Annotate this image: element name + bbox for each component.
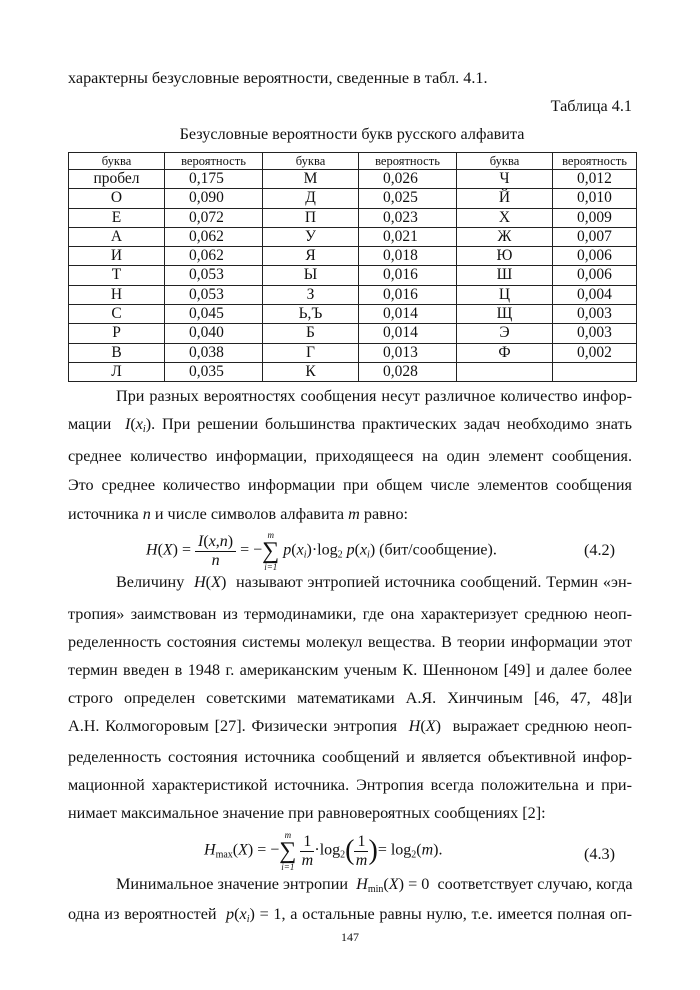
table-cell-letter: П <box>263 208 359 227</box>
p1-line1: При разных вероятностях сообщения несут различное количество инфор- <box>116 387 632 405</box>
p1-line5: источника n и числе символов алфавита m равно: <box>68 505 409 523</box>
header-letter: буква <box>457 153 553 170</box>
table-number: Таблица 4.1 <box>550 97 632 115</box>
table-cell-probability: 0,018 <box>359 247 457 266</box>
table-cell-probability: 0,002 <box>553 343 637 362</box>
table-cell-probability: 0,006 <box>553 266 637 285</box>
table-row <box>69 170 637 189</box>
table-cell-letter: В <box>69 343 165 362</box>
table-cell-letter: Т <box>69 266 165 285</box>
equation-4-2-units: (бит/сообщение). <box>379 541 497 559</box>
table-cell-probability: 0,045 <box>165 305 263 324</box>
table-cell-letter: У <box>263 227 359 246</box>
table-cell-letter: Е <box>69 208 165 227</box>
letter-probability-table <box>68 152 637 382</box>
table-cell-letter: Й <box>457 189 553 208</box>
p2-line8: мационной характеристикой источника. Энтропия всегда положительна и при- <box>68 776 632 794</box>
table-cell-letter: Ц <box>457 285 553 304</box>
p3-line2: одна из вероятностей $p(x_i) = 1$, а остальные равны нулю, т.е. имеется полная оп- <box>68 905 632 925</box>
table-cell-letter: Ю <box>457 247 553 266</box>
table-cell-probability: 0,053 <box>165 285 263 304</box>
header-letter: буква <box>69 153 165 170</box>
table-cell-probability: 0,003 <box>553 305 637 324</box>
p1-line4: Это среднее количество информации при общем числе элементов сообщения <box>68 476 632 494</box>
table-cell-probability: 0,040 <box>165 324 263 343</box>
equation-4-3-number: (4.3) <box>584 845 616 863</box>
table-cell-letter: С <box>69 305 165 324</box>
table-cell-probability: 0,016 <box>359 266 457 285</box>
equation-4-2: H(X) = $\frac{I(x,n)}{n}$ = − m ∑ i=1 $p(x_i)\cdot\log_2$ $p(x_i)$ (бит/сообщение). <box>146 530 497 572</box>
p2-line3: ределенность состояния системы молекул вещества. В теории информации этот <box>68 633 632 651</box>
table-cell-letter: Л <box>69 362 165 381</box>
table-cell-probability: 0,175 <box>165 170 263 189</box>
table-row <box>69 285 637 304</box>
table-cell-probability: 0,025 <box>359 189 457 208</box>
p2-line4: термин введен в 1948 г. американским ученым К. Шенноном [49] и далее более <box>68 661 632 679</box>
table-row <box>69 343 637 362</box>
table-cell-letter: К <box>263 362 359 381</box>
p3-line1: Минимальное значение энтропии $H_{min}(X) = 0$ соответствует случаю, когда <box>116 875 633 895</box>
table-cell-letter: Ж <box>457 227 553 246</box>
table-cell-probability: 0,014 <box>359 324 457 343</box>
table-row <box>69 305 637 324</box>
table-row <box>69 208 637 227</box>
table-cell-letter: Я <box>263 247 359 266</box>
table-cell-probability: 0,026 <box>359 170 457 189</box>
table-row <box>69 362 637 381</box>
table-cell-letter: пробел <box>69 170 165 189</box>
table-cell-letter: М <box>263 170 359 189</box>
equation-4-3: $H_{max}(X)$ = − m ∑ i=1 $\frac{1}{m}$ $\cdot\log_2$( $\frac{1}{m}$ )= $\log_2(m)$. <box>204 830 443 872</box>
table-cell-letter <box>457 362 553 381</box>
table-row <box>69 266 637 285</box>
table-cell-letter: И <box>69 247 165 266</box>
table-cell-letter: Б <box>263 324 359 343</box>
table-cell-probability: 0,016 <box>359 285 457 304</box>
table-cell-letter: Ч <box>457 170 553 189</box>
equation-4-2-number: (4.2) <box>584 541 616 559</box>
table-cell-letter: Ь,Ъ <box>263 305 359 324</box>
table-cell-letter: Ы <box>263 266 359 285</box>
p2-line1: Величину H(X) называют энтропией источника сообщений. Термин «эн- <box>116 573 633 591</box>
table-cell-probability: 0,007 <box>553 227 637 246</box>
table-cell-probability: 0,009 <box>553 208 637 227</box>
table-cell-probability: 0,021 <box>359 227 457 246</box>
table-cell-probability: 0,004 <box>553 285 637 304</box>
table-cell-letter: Ф <box>457 343 553 362</box>
table-cell-letter: Х <box>457 208 553 227</box>
table-cell-letter: А <box>69 227 165 246</box>
table-header-row <box>69 153 637 170</box>
table-cell-probability: 0,013 <box>359 343 457 362</box>
table-cell-letter: Р <box>69 324 165 343</box>
i-of-xi-formula: I <box>124 415 131 433</box>
header-probability: вероятность <box>553 153 637 170</box>
table-cell-letter: З <box>263 285 359 304</box>
table-caption: Безусловные вероятности букв русского алфавита <box>179 125 525 143</box>
table-cell-probability <box>553 362 637 381</box>
p2-line9: нимает максимальное значение при равновероятных сообщениях [2]: <box>68 804 546 822</box>
header-probability: вероятность <box>165 153 263 170</box>
table-cell-letter: Ш <box>457 266 553 285</box>
header-letter: буква <box>263 153 359 170</box>
table-cell-probability: 0,090 <box>165 189 263 208</box>
table-cell-probability: 0,006 <box>553 247 637 266</box>
p1-line2: мации $I(x_i)$. При решении большинства практических задач необходимо знать <box>68 415 633 435</box>
table-cell-probability: 0,014 <box>359 305 457 324</box>
table-cell-letter: О <box>69 189 165 208</box>
table-cell-probability: 0,028 <box>359 362 457 381</box>
table-cell-letter: Г <box>263 343 359 362</box>
header-probability: вероятность <box>359 153 457 170</box>
p1-line3: среднее количество информации, приходящееся на один элемент сообщения. <box>68 447 632 465</box>
table-cell-probability: 0,003 <box>553 324 637 343</box>
table-cell-probability: 0,023 <box>359 208 457 227</box>
table-cell-probability: 0,053 <box>165 266 263 285</box>
page-number: 147 <box>341 930 359 944</box>
intro-line: характерны безусловные вероятности, сведенные в табл. 4.1. <box>68 69 488 87</box>
table-cell-letter: Щ <box>457 305 553 324</box>
p2-line6: А.Н. Колмогоровым [27]. Физически энтропия H(X) выражает среднюю неоп- <box>68 717 632 735</box>
table-cell-probability: 0,035 <box>165 362 263 381</box>
p2-line7: ределенность состояния источника сообщений и является объективной инфор- <box>68 748 632 766</box>
table-row <box>69 227 637 246</box>
table-cell-probability: 0,062 <box>165 227 263 246</box>
table-row <box>69 324 637 343</box>
table-cell-probability: 0,038 <box>165 343 263 362</box>
table-cell-probability: 0,072 <box>165 208 263 227</box>
table-cell-letter: Н <box>69 285 165 304</box>
p2-line2: тропия» заимствован из термодинамики, где она характеризует среднюю неоп- <box>68 605 632 623</box>
table-row <box>69 189 637 208</box>
table-cell-probability: 0,062 <box>165 247 263 266</box>
table-row <box>69 247 637 266</box>
table-cell-probability: 0,010 <box>553 189 637 208</box>
table-cell-letter: Э <box>457 324 553 343</box>
table-cell-probability: 0,012 <box>553 170 637 189</box>
table-cell-letter: Д <box>263 189 359 208</box>
p2-line5: строго определен советскими математиками А.Я. Хинчиным [46, 47, 48]и <box>68 689 632 707</box>
